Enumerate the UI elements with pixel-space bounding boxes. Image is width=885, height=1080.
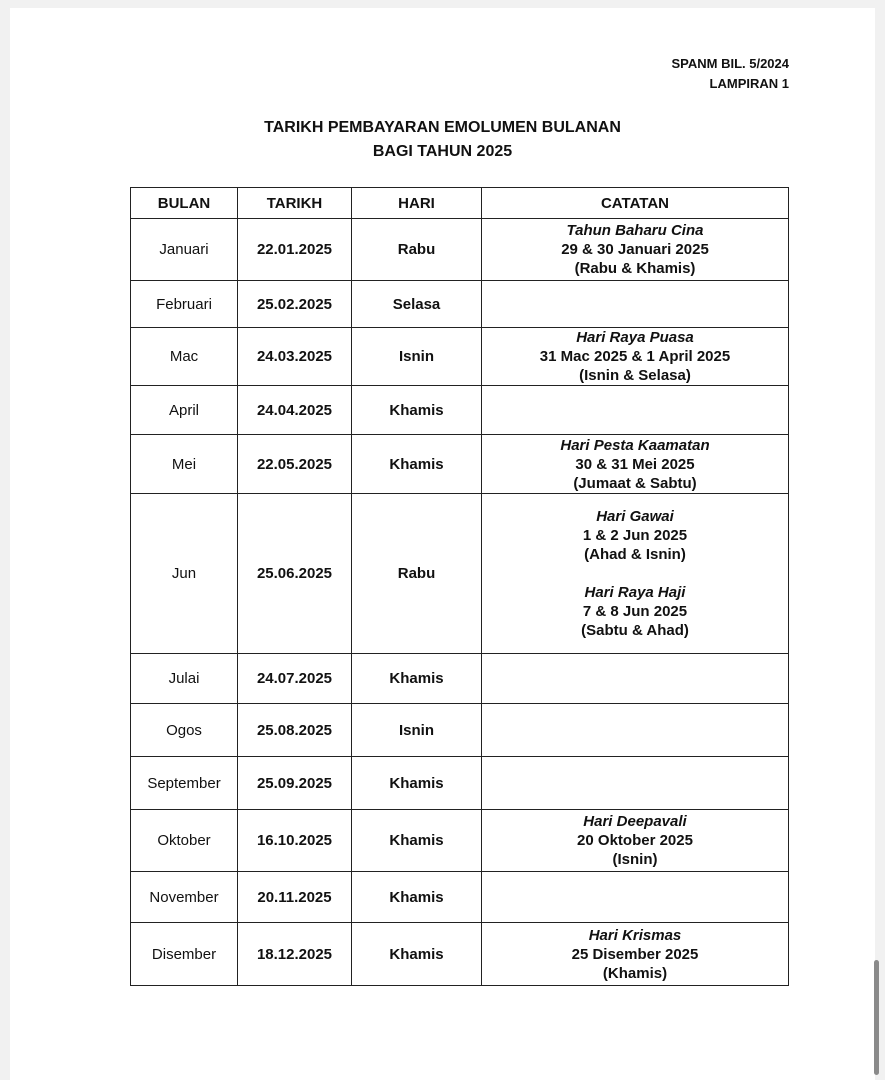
month-cell: Mac (131, 328, 238, 386)
payment-date-cell: 25.02.2025 (238, 281, 352, 328)
table-row (131, 328, 789, 386)
table-row (131, 810, 789, 872)
month-cell: November (131, 872, 238, 923)
month-cell: Januari (131, 219, 238, 281)
table-body (131, 219, 789, 986)
payment-date-cell: 22.05.2025 (238, 435, 352, 494)
reference-number: SPANM BIL. 5/2024 (671, 56, 789, 71)
table-row (131, 704, 789, 757)
notes-cell (482, 386, 789, 435)
title-line-2: BAGI TAHUN 2025 (372, 143, 513, 160)
holiday-dates: 25 Disember 2025 (571, 945, 699, 963)
notes-cell (482, 494, 789, 654)
payment-date-cell: 25.08.2025 (238, 704, 352, 757)
notes-cell (482, 810, 789, 872)
scrollbar[interactable] (874, 960, 879, 1075)
table-row (131, 757, 789, 810)
table-row (131, 494, 789, 654)
notes-cell (482, 704, 789, 757)
month-cell: Oktober (131, 810, 238, 872)
month-cell: April (131, 386, 238, 435)
month-cell: September (131, 757, 238, 810)
holiday-days: (Khamis) (602, 964, 668, 982)
weekday-cell: Selasa (352, 281, 482, 328)
holiday-name: Hari Pesta Kaamatan (560, 436, 710, 454)
payment-date-cell: 18.12.2025 (238, 923, 352, 986)
month-cell: Jun (131, 494, 238, 654)
weekday-cell: Khamis (352, 435, 482, 494)
month-cell: Februari (131, 281, 238, 328)
column-header-notes: CATATAN (482, 188, 789, 219)
payment-date-cell: 16.10.2025 (238, 810, 352, 872)
note-spacer (482, 564, 788, 583)
holiday-name: Hari Raya Puasa (576, 329, 694, 346)
table-row (131, 872, 789, 923)
title-line-1: TARIKH PEMBAYARAN EMOLUMEN BULANAN (264, 119, 621, 136)
weekday-cell: Khamis (352, 923, 482, 986)
holiday-name: Tahun Baharu Cina (566, 222, 704, 239)
holiday-name: Hari Krismas (588, 926, 682, 944)
weekday-cell: Rabu (352, 494, 482, 654)
weekday-cell: Khamis (352, 810, 482, 872)
column-header-day: HARI (352, 188, 482, 219)
holiday-days: (Isnin) (612, 851, 658, 868)
payment-date-cell: 25.06.2025 (238, 494, 352, 654)
table-row (131, 219, 789, 281)
table-row (131, 435, 789, 494)
holiday-dates: 7 & 8 Jun 2025 (582, 603, 688, 620)
notes-cell (482, 757, 789, 810)
holiday-dates: 1 & 2 Jun 2025 (582, 527, 688, 544)
weekday-cell: Khamis (352, 757, 482, 810)
holiday-name: Hari Raya Haji (584, 584, 686, 601)
month-cell: Mei (131, 435, 238, 494)
holiday-days: (Rabu & Khamis) (574, 260, 696, 277)
payment-date-cell: 25.09.2025 (238, 757, 352, 810)
notes-cell (482, 281, 789, 328)
payment-date-cell: 20.11.2025 (238, 872, 352, 923)
notes-cell (482, 654, 789, 704)
table-row (131, 654, 789, 704)
weekday-cell: Isnin (352, 704, 482, 757)
weekday-cell: Isnin (352, 328, 482, 386)
payment-date-cell: 24.07.2025 (238, 654, 352, 704)
holiday-name: Hari Gawai (596, 508, 674, 525)
payment-schedule-table (130, 187, 789, 986)
column-header-month: BULAN (131, 188, 238, 219)
notes-cell (482, 923, 789, 986)
holiday-days: (Sabtu & Ahad) (581, 622, 689, 639)
payment-date-cell: 24.03.2025 (238, 328, 352, 386)
table-header-row (131, 188, 789, 219)
notes-cell (482, 219, 789, 281)
weekday-cell: Khamis (352, 386, 482, 435)
table-row (131, 386, 789, 435)
holiday-dates: 29 & 30 Januari 2025 (561, 241, 709, 258)
month-cell: Julai (131, 654, 238, 704)
holiday-dates: 20 Oktober 2025 (577, 832, 693, 849)
month-cell: Ogos (131, 704, 238, 757)
notes-cell (482, 872, 789, 923)
month-cell: Disember (131, 923, 238, 986)
table-row (131, 281, 789, 328)
attachment-label: LAMPIRAN 1 (709, 76, 789, 91)
holiday-dates: 30 & 31 Mei 2025 (575, 455, 695, 473)
notes-cell (482, 328, 789, 386)
document-title (0, 116, 885, 164)
table-row (131, 923, 789, 986)
document-reference (671, 54, 789, 94)
holiday-days: (Ahad & Isnin) (584, 546, 686, 563)
column-header-date: TARIKH (238, 188, 352, 219)
holiday-days: (Jumaat & Sabtu) (573, 474, 697, 492)
payment-date-cell: 24.04.2025 (238, 386, 352, 435)
holiday-name: Hari Deepavali (583, 813, 687, 830)
holiday-days: (Isnin & Selasa) (579, 367, 691, 384)
notes-cell (482, 435, 789, 494)
holiday-dates: 31 Mac 2025 & 1 April 2025 (539, 348, 731, 365)
weekday-cell: Khamis (352, 872, 482, 923)
weekday-cell: Rabu (352, 219, 482, 281)
weekday-cell: Khamis (352, 654, 482, 704)
payment-date-cell: 22.01.2025 (238, 219, 352, 281)
